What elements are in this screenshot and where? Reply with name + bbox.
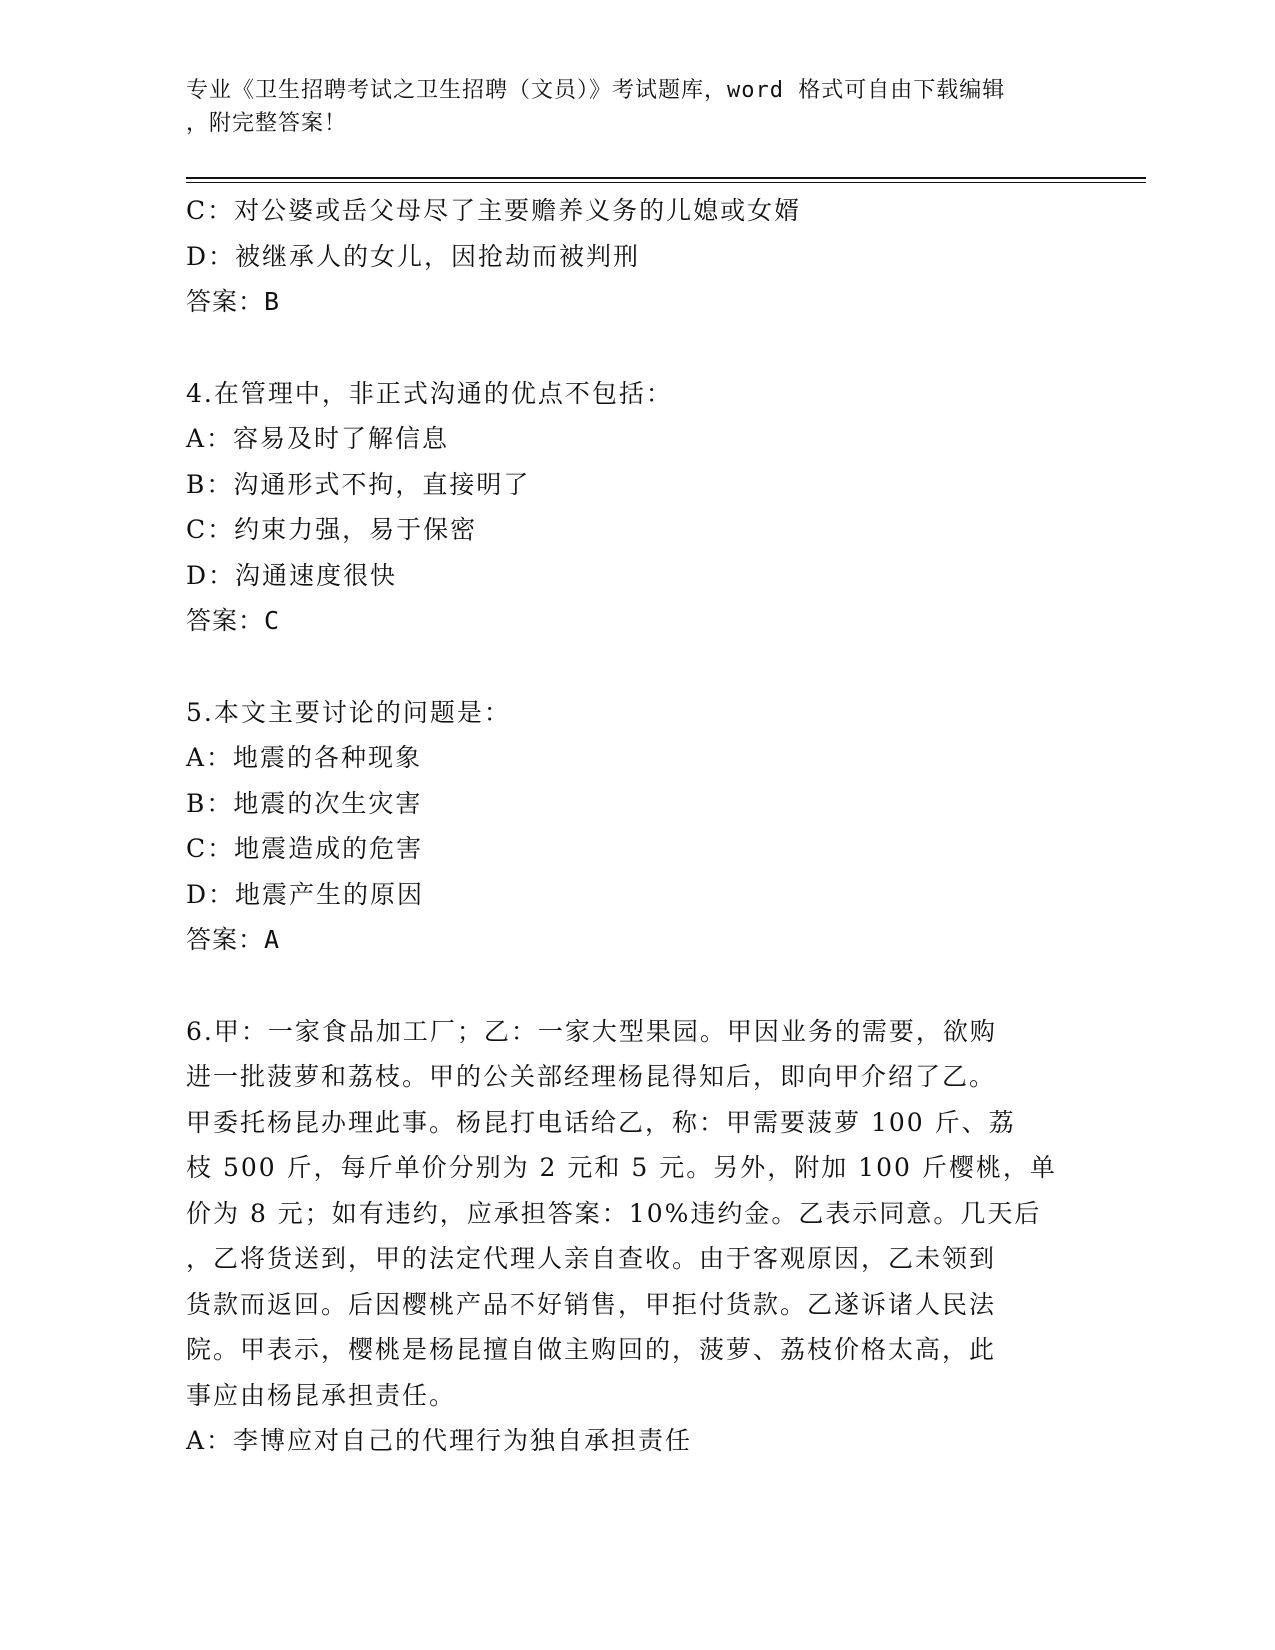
header-divider-thin: [186, 182, 1146, 183]
header-title-line: 专业《卫生招聘考试之卫生招聘（文员）》考试题库，word 格式可自由下载编辑: [186, 78, 1006, 103]
spacer: [186, 325, 1086, 371]
header-title-continuation: ，附完整答案！: [186, 111, 348, 136]
question-4-block: [186, 371, 1086, 644]
question-6-stem-line: 6.甲：一家食品加工厂；乙：一家大型果园。甲因业务的需要，欲购: [186, 1016, 997, 1046]
question-5-stem: 5.本文主要讨论的问题是：: [186, 697, 511, 727]
question-3-option-c: C：对公婆或岳父母尽了主要赡养义务的儿媳或女婿: [186, 196, 802, 225]
question-5-option-b: B：地震的次生灾害: [186, 788, 423, 818]
question-4-answer: 答案：C: [186, 606, 281, 635]
question-6-stem-line: 进一批菠萝和荔枝。甲的公关部经理杨昆得知后，即向甲介绍了乙。: [186, 1062, 997, 1091]
question-6-stem-line: 货款而返回。后因樱桃产品不好销售，甲拒付货款。乙遂诉诸人民法: [186, 1289, 997, 1319]
question-5-answer: 答案：A: [186, 925, 281, 954]
question-4-stem: 4.在管理中，非正式沟通的优点不包括：: [186, 378, 673, 408]
document-header: [186, 74, 1086, 140]
question-6-stem-line: ，乙将货送到，甲的法定代理人亲自查收。由于客观原因，乙未领到: [186, 1244, 997, 1273]
question-5-option-d: D：地震产生的原因: [186, 879, 425, 909]
question-4-option-a: A：容易及时了解信息: [186, 424, 450, 453]
spacer: [186, 644, 1086, 690]
question-content: [186, 188, 1086, 1464]
question-6-block: [186, 1009, 1086, 1464]
question-6-option-a: A：李博应对自己的代理行为独自承担责任: [186, 1426, 693, 1455]
spacer: [186, 963, 1086, 1009]
header-divider-thick: [186, 177, 1146, 179]
question-6-stem-line: 甲委托杨昆办理此事。杨昆打电话给乙，称：甲需要菠萝 100 斤、荔: [186, 1107, 1016, 1137]
question-3-answer: 答案：B: [186, 287, 281, 316]
question-5-option-a: A：地震的各种现象: [186, 743, 423, 772]
question-6-stem-line: 事应由杨昆承担责任。: [186, 1380, 457, 1410]
question-4-option-d: D：沟通速度很快: [186, 560, 398, 590]
question-4-option-c: C：约束力强，易于保密: [186, 515, 478, 544]
question-6-stem-line: 枝 500 斤，每斤单价分别为 2 元和 5 元。另外，附加 100 斤樱桃，单: [186, 1153, 1057, 1182]
question-3-option-d: D：被继承人的女儿，因抢劫而被判刑: [186, 241, 641, 271]
question-4-option-b: B：沟通形式不拘，直接明了: [186, 469, 531, 499]
question-6-stem: [186, 1009, 1086, 1419]
question-6-stem-line: 院。甲表示，樱桃是杨昆擅自做主购回的，菠萝、荔枝价格太高，此: [186, 1335, 997, 1364]
question-3-block: [186, 188, 1086, 325]
question-6-stem-line: 价为 8 元；如有违约，应承担答案：10%违约金。乙表示同意。几天后: [186, 1198, 1042, 1228]
question-5-option-c: C：地震造成的危害: [186, 834, 424, 863]
question-5-block: [186, 690, 1086, 963]
